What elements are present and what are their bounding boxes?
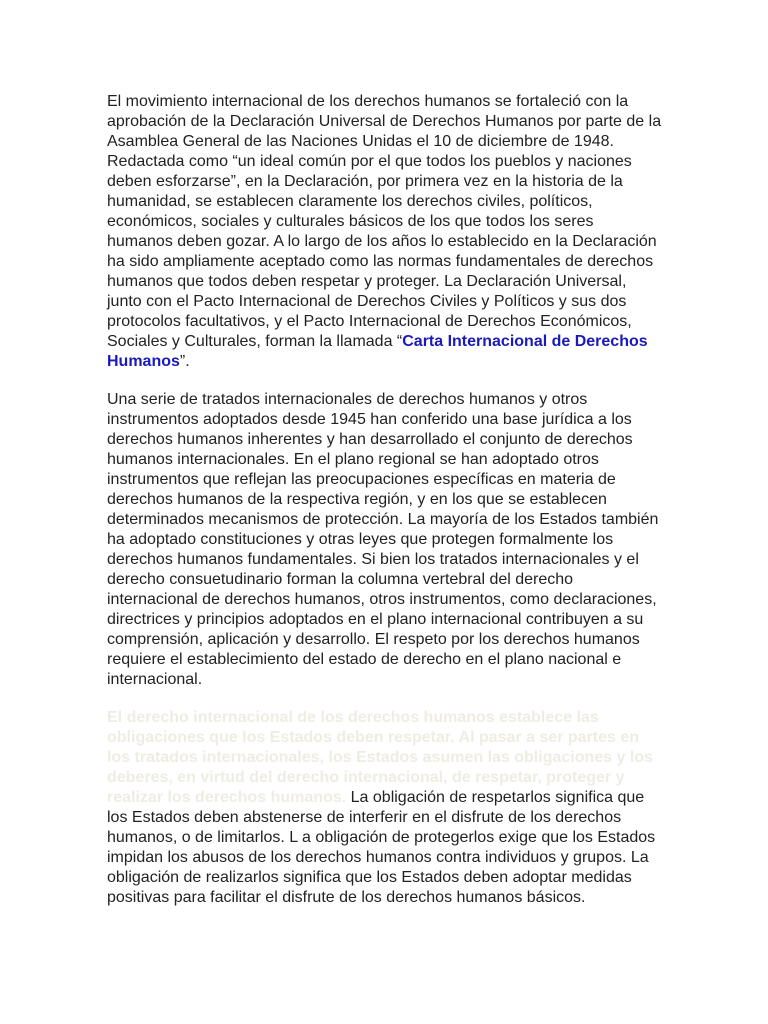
paragraph-text: Una serie de tratados internacionales de derechos humanos y otros instrumentos adoptados desde 1945 han conferido una base jurídica a los derechos humanos inherentes y han desarrollado el conjunto de derechos humanos internacionales. En el plano regional se han adoptado otros instrumentos que reflejan las preocupaciones específicas en materia de derechos humanos de la respectiva región, y en los que se establecen determinados mecanismos de protección. La mayoría de los Estados también ha adoptado constituciones y otras leyes que protegen formalmente los derechos humanos fundamentales. Si bien los tratados internacionales y el derecho consuetudinario forman la columna vertebral del derecho internacional de derechos humanos, otros instrumentos, como declaraciones, directrices y principios adoptados en el plano internacional contribuyen a su comprensión, aplicación y desarrollo. El respeto por los derechos humanos requiere el establecimiento del estado de derecho en el plano nacional e internacional. — [107, 391, 659, 688]
document-page — [107, 92, 663, 926]
faded-bold-text: El derecho internacional de los derechos humanos establece las obligaciones que los Estados deben respetar. Al pasar a ser partes en los tratados internacionales, los Estados asumen las obligaciones y los deberes, en virtud del derecho internacional, de respetar, proteger y realizar los derechos humanos. — [107, 709, 653, 806]
carta-internacional-link[interactable]: Carta Internacional de Derechos Humanos — [107, 333, 648, 370]
paragraph-declaration — [107, 92, 663, 372]
paragraph-text: El movimiento internacional de los derechos humanos se fortaleció con la aprobación de la Declaración Universal de Derechos Humanos por parte de la Asamblea General de las Naciones Unidas el 10 de diciembre de 1948. Redactada como “un ideal común por el que todos los pueblos y naciones deben esforzarse”, en la Declaración, por primera vez en la historia de la humanidad, se establecen claramente los derechos civiles, políticos, económicos, sociales y culturales básicos de los que todos los seres humanos deben gozar. A lo largo de los años lo establecido en la Declaración ha sido ampliamente aceptado como las normas fundamentales de derechos humanos que todos deben respetar y proteger. La Declaración Universal, junto con el Pacto Internacional de Derechos Civiles y Políticos y sus dos protocolos facultativos, y el Pacto Internacional de Derechos Económicos, Sociales y Culturales, forman la llamada “ — [107, 93, 662, 350]
paragraph-text: ”. — [179, 353, 190, 370]
paragraph-text: La obligación de respetarlos significa que los Estados deben abstenerse de interferir en el disfrute de los derechos humanos, o de limitarlos. L a obligación de protegerlos exige que los Estados impidan los abusos de los derechos humanos contra individuos y grupos. La obligación de realizarlos significa que los Estados deben adoptar medidas positivas para facilitar el disfrute de los derechos humanos básicos. — [107, 789, 656, 906]
paragraph-tratados — [107, 390, 663, 690]
paragraph-obligaciones — [107, 708, 663, 908]
